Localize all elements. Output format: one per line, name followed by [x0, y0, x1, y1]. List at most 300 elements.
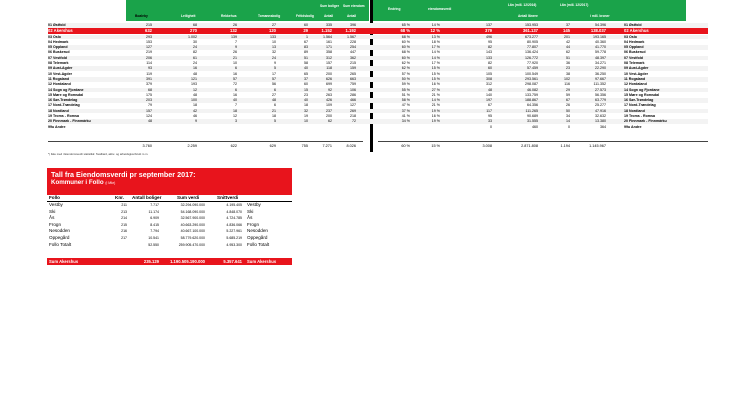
county-name: 05 Oppland	[48, 45, 68, 50]
follo-knr: 216	[121, 229, 127, 234]
county-cell-a: 153	[146, 39, 152, 44]
county-cell-a: 379	[146, 82, 152, 87]
county-cell-d: 133	[270, 34, 276, 39]
county-cell-p1: 47 %	[401, 103, 410, 108]
county-cell-p1: 41 %	[401, 114, 410, 118]
county-cell-v3: 42	[566, 39, 570, 44]
sum-akershus-row: Sum Akershus 235.129 1.190.505.190.000 5.357.641 Sum Akershus	[47, 258, 292, 265]
county-name: 15 Møre og Romsdal	[48, 92, 84, 97]
county-cell-a: 127	[146, 45, 152, 50]
county-cell-v4: 36.250	[595, 71, 606, 76]
county-name: 14 Sogn og Fjordane	[48, 87, 84, 92]
county-cell-d: 6	[274, 103, 276, 108]
county-cell-a: 175	[146, 92, 152, 97]
follo-name-repeat: Vestby	[247, 202, 261, 207]
county-cell-e: 65	[304, 71, 308, 76]
follo-sum: 259.905.470.000	[178, 242, 205, 247]
county-cell-p1: 68 %	[401, 50, 410, 55]
county-cell-p2: 15 %	[431, 71, 440, 76]
county-cell-p2: 21 %	[431, 92, 440, 97]
county-row	[48, 66, 708, 71]
header-col-a: Boaleby	[135, 14, 148, 18]
county-cell-v2: 136.424	[525, 50, 538, 55]
county-name-repeat: 08 Telemark	[624, 61, 645, 65]
county-cell-f: 92	[328, 87, 332, 92]
county-cell-d: 56	[272, 82, 276, 87]
county-cell-v2: 57.459	[527, 66, 538, 71]
county-cell-g: 218	[350, 114, 356, 118]
county-cell-e: 83	[304, 45, 308, 50]
county-cell-p1: 60 %	[401, 55, 410, 60]
county-cell-v2: 111.265	[525, 108, 538, 113]
county-cell-d: 48	[272, 98, 276, 103]
follo-row	[47, 235, 292, 242]
county-cell-p1: 37 %	[401, 108, 410, 113]
county-cell-e: 58	[304, 61, 308, 65]
county-cell-v4: 34.271	[595, 61, 606, 65]
county-cell-p1: 60 %	[401, 39, 410, 44]
follo-table-header: Follo Knr. Antall boliger Sum verdi Snittverdi	[47, 195, 292, 202]
county-cell-g: 254	[350, 45, 356, 50]
county-cell-g: 396	[350, 23, 356, 27]
county-cell-e: 37	[304, 76, 308, 81]
county-row	[48, 40, 708, 45]
county-cell-v3: 62	[566, 50, 570, 55]
county-cell-e: 67	[304, 39, 308, 44]
county-cell-e: 29	[303, 28, 308, 34]
follo-antall: 10.541	[148, 235, 159, 240]
county-cell-b: 100	[191, 98, 197, 103]
county-cell-v3: 38	[566, 71, 570, 76]
county-cell-b: 61	[193, 55, 197, 60]
header-col-c: Rekkehus	[221, 14, 237, 18]
follo-antall: 8.415	[150, 222, 159, 227]
county-name-repeat: 14 Sogn og Fjordane	[624, 87, 660, 92]
county-cell-p1: 59 %	[401, 82, 410, 87]
county-cell-v1: 95	[488, 114, 492, 118]
county-cell-g: 159	[350, 66, 356, 71]
follo-sum: 54.168.090.000	[180, 209, 205, 214]
county-name-repeat: 18 Nordland	[624, 108, 645, 113]
county-cell-v1: 143	[486, 50, 492, 55]
county-cell-v1: 60	[488, 66, 492, 71]
county-cell-d: 27	[272, 92, 276, 97]
county-cell-g: 466	[350, 98, 356, 103]
county-cell-v3: 201	[564, 34, 570, 39]
follo-snitt: 4.195.405	[226, 203, 242, 207]
county-cell-v1: 67	[488, 103, 492, 108]
county-name: 19 Troms - Romsa	[48, 114, 79, 118]
county-cell-f: 62	[328, 119, 332, 124]
county-cell-a: 93	[148, 66, 152, 71]
county-cell-v2: 126.772	[525, 55, 538, 60]
header-col-e: Fritidsbolig	[296, 14, 314, 18]
county-cell-v4: 56.356	[595, 92, 606, 97]
county-cell-b: 270	[190, 28, 197, 34]
county-name-repeat: 01 Østfold	[624, 23, 642, 27]
county-cell-p2: 21 %	[431, 103, 440, 108]
county-cell-e: 60	[304, 82, 308, 87]
county-row	[48, 50, 708, 55]
follo-snitt: 4.836.066	[226, 222, 242, 227]
county-cell-f: 1.564	[323, 34, 332, 39]
county-cell-v4: 25.277	[595, 103, 606, 108]
county-cell-v1: 82	[488, 45, 492, 50]
county-cell-b: 9	[195, 119, 197, 124]
follo-name-repeat: Ski	[247, 208, 254, 214]
county-cell-d: 21	[272, 108, 276, 113]
follo-antall: 7.717	[150, 203, 159, 207]
total-separator-left	[48, 141, 363, 142]
county-name-repeat: 04 Hedmark	[624, 39, 645, 44]
header-right-c: Lån (mill. 12/2016)	[508, 3, 537, 7]
follo-knr: 211	[121, 203, 127, 207]
follo-knr: 217	[121, 235, 127, 240]
county-row	[48, 72, 708, 77]
county-row	[48, 35, 708, 40]
county-cell-c: 9	[235, 45, 237, 50]
county-cell-e: 15	[304, 87, 308, 92]
total-separator-right	[378, 141, 708, 142]
county-cell-p2: 15 %	[431, 76, 440, 81]
county-name-repeat: 15 Møre og Romsdal	[624, 92, 660, 97]
follo-knr: 213	[121, 209, 127, 214]
county-cell-b: 48	[193, 92, 197, 97]
county-cell-f: 109	[326, 103, 332, 108]
county-cell-g: 106	[350, 87, 356, 92]
county-cell-a: 215	[146, 23, 152, 27]
county-cell-v4: 193.165	[593, 34, 606, 39]
follo-row	[47, 202, 292, 209]
top-sheet	[0, 0, 746, 160]
county-cell-g: 362	[350, 55, 356, 60]
county-cell-v3: 0	[568, 124, 570, 129]
county-cell-c: 26	[233, 23, 237, 27]
county-cell-e: 18	[304, 103, 308, 108]
county-row	[48, 109, 708, 114]
county-name-repeat: 07 Vestfold	[624, 55, 643, 60]
county-cell-v1: 133	[486, 55, 492, 60]
county-cell-v2: 298.087	[525, 82, 538, 87]
county-cell-p2: 14 %	[431, 55, 440, 60]
county-cell-p1: 65 %	[401, 23, 410, 27]
county-cell-p1: 57 %	[401, 71, 410, 76]
county-cell-d: 10	[272, 39, 276, 44]
county-cell-a: 124	[146, 114, 152, 118]
county-cell-f: 1.152	[321, 28, 332, 34]
county-cell-v3: 116	[564, 82, 570, 87]
county-name: 99u Andre	[48, 124, 66, 129]
county-cell-v2: 80.905	[527, 39, 538, 44]
county-name: 11 Rogaland	[48, 76, 70, 81]
county-cell-c: 132	[230, 28, 237, 34]
county-row	[48, 23, 708, 28]
county-name: 09 Aust-Agder	[48, 66, 73, 71]
footnote: *) Ikke med i Eiendomsverdi statistikk: Svalbard, aktiv- og arbeidsgiverbrukt m.m.	[48, 152, 149, 156]
county-name-repeat: 16 Sør-Trøndelag	[624, 98, 654, 103]
county-name-repeat: 11 Rogaland	[624, 76, 646, 81]
county-cell-e: 19	[304, 114, 308, 118]
county-row	[48, 77, 708, 82]
county-cell-e: 10	[304, 119, 308, 124]
county-name-repeat: 20 Finnmark - Finnmárku	[624, 119, 667, 124]
county-cell-v3: 26	[566, 103, 570, 108]
follo-row	[47, 209, 292, 216]
header-col-g: Sum eiendom	[343, 4, 365, 8]
county-name: 08 Telemark	[48, 61, 69, 65]
county-row	[48, 93, 708, 98]
county-cell-v1: 140	[486, 92, 492, 97]
county-cell-c: 12	[233, 114, 237, 118]
follo-name: Nesodden	[49, 228, 70, 234]
follo-name-repeat: Frogn	[247, 221, 260, 227]
county-cell-f: 263	[326, 92, 332, 97]
county-cell-p2: 16 %	[431, 114, 440, 118]
county-cell-d: 18	[272, 114, 276, 118]
county-cell-f: 200	[326, 114, 332, 118]
county-cell-p2: 17 %	[431, 45, 440, 50]
county-cell-c: 6	[235, 66, 237, 71]
header-right-b: eiendomsverdi	[428, 7, 452, 11]
county-cell-g: 1.567	[347, 34, 356, 39]
county-cell-g: 72	[352, 119, 356, 124]
county-cell-b: 16	[193, 66, 197, 71]
county-cell-v3: 50	[566, 108, 570, 113]
county-row	[48, 103, 708, 108]
county-cell-v4: 41.770	[595, 45, 606, 50]
county-cell-p2: 18 %	[431, 39, 440, 44]
county-row	[48, 56, 708, 61]
county-row	[48, 82, 708, 87]
county-cell-v1: 82	[488, 61, 492, 65]
follo-sum: 58.779.620.000	[180, 235, 205, 240]
county-cell-v4: 54.396	[595, 23, 606, 27]
follo-antall: 11.174	[148, 209, 159, 214]
follo-row	[47, 215, 292, 222]
county-cell-e: 51	[304, 55, 308, 60]
county-row	[48, 45, 708, 50]
follo-antall: 6.909	[150, 216, 159, 221]
follo-sum: 32.294.090.000	[180, 203, 205, 207]
follo-sum: 40.663.290.000	[180, 222, 205, 227]
county-cell-p1: 34 %	[401, 119, 410, 124]
county-cell-b: 12	[193, 87, 197, 92]
county-cell-v1: 137	[486, 23, 492, 27]
county-name: 01 Østfold	[48, 23, 66, 27]
county-cell-v3: 14	[566, 119, 570, 124]
county-cell-v4: 47.916	[595, 108, 606, 113]
header-col-f: Sum boliger	[320, 4, 340, 8]
county-cell-v4: 59.778	[595, 50, 606, 55]
county-cell-v3: 67	[566, 98, 570, 103]
county-name: 16 Sør-Trøndelag	[48, 98, 78, 103]
county-cell-v3: 23	[566, 66, 570, 71]
county-cell-e: 89	[304, 50, 308, 55]
county-cell-v1: 33	[488, 119, 492, 124]
county-cell-v1: 308	[486, 76, 492, 81]
follo-title: Tall fra Eiendomsverdi pr september 2017:	[51, 170, 196, 179]
county-cell-d: 32	[272, 50, 276, 55]
county-cell-v4: 111.352	[593, 82, 606, 87]
county-cell-v4: 138.037	[590, 28, 606, 34]
header-right-a: Endring	[388, 7, 401, 11]
county-cell-b: 42	[193, 108, 197, 113]
county-cell-p2: 27 %	[431, 87, 440, 92]
county-cell-e: 40	[304, 98, 308, 103]
follo-row	[47, 228, 292, 235]
county-row	[48, 119, 708, 124]
county-cell-v2: 188.867	[525, 98, 538, 103]
county-cell-e: 23	[304, 92, 308, 97]
county-cell-v2: 673.277	[525, 34, 538, 39]
county-cell-c: 40	[233, 98, 237, 103]
county-cell-v1: 197	[486, 98, 492, 103]
county-cell-v4: 32.632	[595, 114, 606, 118]
county-cell-b: 193	[191, 82, 197, 87]
county-cell-v4: 48.397	[595, 55, 606, 60]
county-cell-d: 5	[274, 66, 276, 71]
county-cell-c: 139	[231, 34, 237, 39]
county-cell-c: 21	[233, 55, 237, 60]
county-name-repeat: 99u Andre	[624, 124, 642, 129]
follo-name-repeat: Ås	[247, 215, 253, 221]
header-col-g2: Antall	[347, 14, 357, 18]
county-cell-f: 171	[326, 45, 332, 50]
county-cell-f: 200	[326, 71, 332, 76]
follo-snitt: 5.685.219	[226, 235, 242, 240]
county-cell-v2: 77.807	[527, 45, 538, 50]
follo-name: Oppegård	[49, 234, 70, 240]
header-col-d: Tomannsbolig	[258, 14, 281, 18]
county-cell-e: 1	[306, 34, 308, 39]
follo-snitt: 4.953.300	[226, 242, 242, 247]
county-name: 10 Vest-Agder	[48, 71, 72, 76]
county-name: 03 Oslo	[48, 34, 61, 39]
county-cell-p2: 15 %	[431, 66, 440, 71]
county-cell-v2: 90.689	[527, 114, 538, 118]
county-cell-b: 82	[193, 50, 197, 55]
county-cell-b: 24	[193, 45, 197, 50]
county-cell-e: 60	[304, 23, 308, 27]
county-cell-a: 48	[148, 119, 152, 124]
header-col-b: Leiligheit	[181, 14, 196, 18]
county-cell-v4: 40.360	[595, 39, 606, 44]
county-cell-p1: 68 %	[401, 34, 410, 39]
county-cell-v2: 100.549	[525, 71, 538, 76]
county-cell-v3: 102	[564, 76, 570, 81]
county-cell-v2: 77.920	[527, 61, 538, 65]
county-cell-f: 699	[326, 82, 332, 87]
county-cell-g: 663	[350, 76, 356, 81]
county-cell-p2: 12 %	[430, 28, 440, 34]
county-cell-c: 7	[235, 103, 237, 108]
county-cell-a: 219	[146, 50, 152, 55]
county-cell-v3: 145	[563, 28, 570, 34]
county-name: 04 Hedmark	[48, 39, 69, 44]
county-cell-v3: 59	[566, 92, 570, 97]
county-row	[48, 28, 708, 34]
county-cell-v1: 117	[486, 108, 492, 113]
county-cell-f: 358	[326, 50, 332, 55]
follo-snitt: 4.724.785	[226, 216, 242, 221]
follo-name-repeat: Oppegård	[247, 234, 268, 240]
county-cell-p2: 19 %	[431, 119, 440, 124]
follo-name-repeat: Follo Totalt	[247, 241, 270, 247]
follo-snitt: 4.848.070	[226, 209, 242, 214]
follo-name: Ski	[49, 208, 56, 214]
header-right-e: Antall lånere	[518, 14, 538, 18]
county-cell-v3: 51	[566, 55, 570, 60]
county-cell-d: 120	[269, 28, 276, 34]
county-cell-v2: 293.561	[525, 76, 538, 81]
county-cell-v1: 105	[486, 71, 492, 76]
county-cell-e: 32	[304, 108, 308, 113]
follo-antall: 7.794	[150, 229, 159, 234]
county-cell-v3: 36	[566, 61, 570, 65]
county-cell-a: 391	[146, 76, 152, 81]
county-cell-a: 68	[148, 87, 152, 92]
county-name: 07 Vestfold	[48, 55, 67, 60]
county-cell-a: 157	[146, 108, 152, 113]
county-cell-a: 114	[146, 61, 152, 65]
county-name: 20 Finnmark - Finnmárku	[48, 119, 91, 124]
county-cell-p1: 58 %	[401, 98, 410, 103]
county-name: 17 Nord-Trøndelag	[48, 103, 80, 108]
county-cell-g: 286	[350, 92, 356, 97]
total-row: 3.760 2.259 622 629 755 7.271 8.026 60 % 15 % 3.008 2.871.808 1.194 1.145.967	[142, 144, 606, 148]
follo-name: Ås	[49, 215, 55, 221]
county-cell-p1: 68 %	[400, 28, 410, 34]
county-cell-d: 27	[272, 23, 276, 27]
county-name-repeat: 12 Hordaland	[624, 82, 647, 87]
county-cell-d: 5	[274, 119, 276, 124]
follo-knr: 215	[121, 222, 127, 227]
county-cell-p1: 50 %	[401, 76, 410, 81]
county-cell-f: 157	[326, 61, 332, 65]
county-row	[48, 61, 708, 66]
county-cell-c: 3	[235, 119, 237, 124]
county-cell-g: 1.192	[345, 28, 356, 34]
county-cell-b: 30	[193, 39, 197, 44]
follo-snitt: 5.227.961	[226, 229, 242, 234]
county-cell-g: 269	[350, 108, 356, 113]
county-cell-p2: 14 %	[431, 98, 440, 103]
county-cell-b: 24	[193, 61, 197, 65]
county-cell-p2: 19 %	[431, 108, 440, 113]
county-cell-p1: 55 %	[401, 87, 410, 92]
county-cell-v4: 22.290	[595, 66, 606, 71]
county-cell-p2: 14 %	[431, 50, 440, 55]
county-cell-c: 16	[233, 92, 237, 97]
county-cell-d: 24	[272, 55, 276, 60]
county-cell-p2: 16 %	[431, 82, 440, 87]
county-cell-c: 26	[233, 50, 237, 55]
follo-subtitle: Kommuner i Follo (i Mkr)	[51, 179, 116, 186]
county-cell-v3: 44	[566, 45, 570, 50]
county-cell-c: 16	[233, 71, 237, 76]
county-cell-g: 759	[350, 82, 356, 87]
county-cell-g: 228	[350, 39, 356, 44]
county-cell-v2: 153.953	[525, 23, 538, 27]
county-cell-p1: 51 %	[401, 92, 410, 97]
county-cell-v2: 133.759	[525, 92, 538, 97]
county-row	[48, 114, 708, 119]
county-row	[48, 125, 708, 130]
county-cell-p2: 14 %	[431, 23, 440, 27]
county-name: 02 Akershus	[48, 28, 73, 34]
county-cell-v2: 64.356	[527, 103, 538, 108]
county-cell-v4: 27.573	[595, 87, 606, 92]
